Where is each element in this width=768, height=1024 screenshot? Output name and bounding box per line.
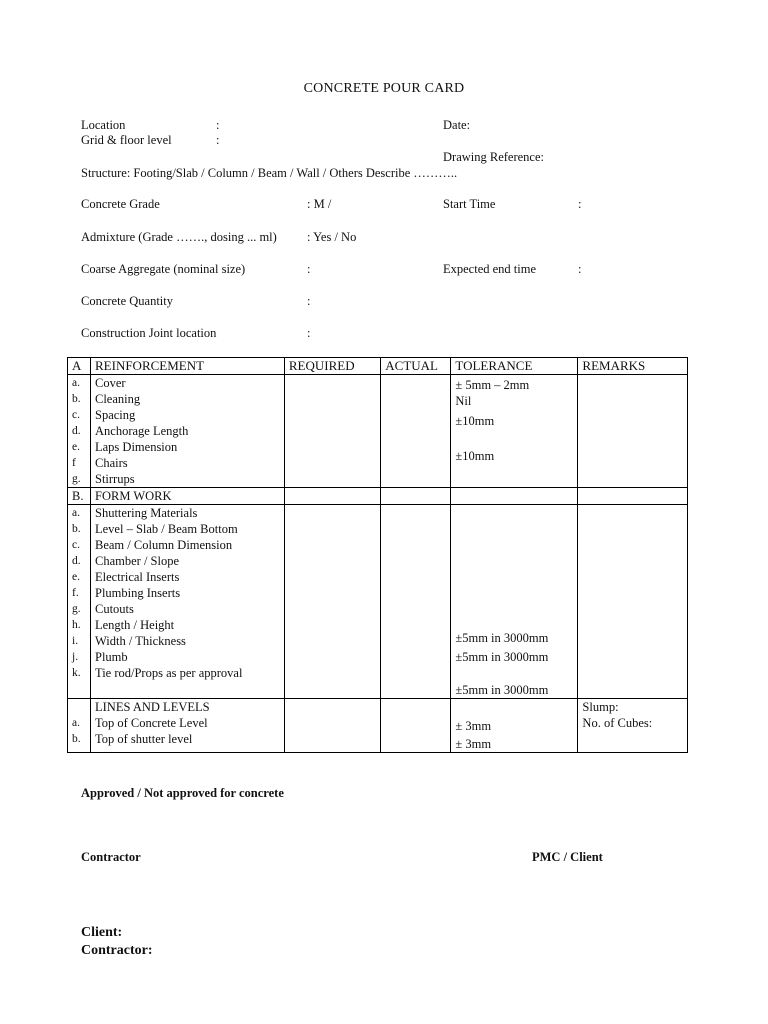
admixture-label: Admixture (Grade ……., dosing ... ml)	[81, 230, 277, 244]
lines-letters	[68, 699, 91, 753]
client-sign-label: Client:	[81, 925, 123, 940]
tolerance-value: Nil	[455, 394, 472, 408]
list-letter: d.	[72, 425, 81, 437]
lines-remarks	[578, 699, 688, 753]
structure-line: Structure: Footing/Slab / Column / Beam / Wall / Others Describe ………..	[81, 166, 458, 180]
list-letter: k.	[72, 667, 81, 679]
concrete-quantity-label: Concrete Quantity	[81, 294, 173, 308]
list-item: Top of shutter level	[95, 732, 193, 746]
list-item: Spacing	[95, 408, 136, 422]
admixture-value: : Yes / No	[307, 230, 357, 244]
formwork-items	[91, 505, 285, 699]
construction-joint-label: Construction Joint location	[81, 326, 217, 340]
list-item: Width / Thickness	[95, 634, 186, 648]
list-letter: h.	[72, 619, 81, 631]
list-item: Length / Height	[95, 618, 175, 632]
list-letter: b.	[72, 523, 81, 535]
reinforcement-letters	[68, 375, 91, 488]
formwork-section-label: FORM WORK	[91, 488, 285, 505]
lines-levels-row	[68, 699, 688, 753]
list-item: Tie rod/Props as per approval	[95, 666, 243, 680]
concrete-grade-label: Concrete Grade	[81, 197, 160, 211]
header-reinforcement: REINFORCEMENT	[91, 358, 285, 375]
list-letter: g.	[72, 603, 81, 615]
list-letter: b.	[72, 393, 81, 405]
formwork-header-remarks-cell[interactable]	[578, 488, 688, 505]
lines-items	[91, 699, 285, 753]
list-letter: d.	[72, 555, 81, 567]
grid-floor-label: Grid & floor level	[81, 133, 172, 147]
formwork-actual-cell[interactable]	[381, 505, 451, 699]
list-item: Cutouts	[95, 602, 134, 616]
inspection-table	[67, 357, 688, 753]
list-letter: e.	[72, 571, 80, 583]
tolerance-value: ±10mm	[455, 449, 495, 463]
lines-required-cell[interactable]	[284, 699, 380, 753]
concrete-quantity-colon: :	[307, 294, 311, 308]
list-item: Laps Dimension	[95, 440, 178, 454]
formwork-required-cell[interactable]	[284, 505, 380, 699]
start-time-colon: :	[578, 197, 582, 211]
formwork-tolerance	[451, 505, 578, 699]
formwork-row	[68, 505, 688, 699]
tolerance-value: ±5mm in 3000mm	[455, 683, 549, 697]
tolerance-value: ± 5mm – 2mm	[455, 378, 530, 392]
list-letter: a.	[72, 377, 80, 389]
list-item: Top of Concrete Level	[95, 716, 208, 730]
tolerance-value: ±5mm in 3000mm	[455, 650, 549, 664]
list-letter: c.	[72, 539, 80, 551]
list-letter: g.	[72, 473, 81, 485]
list-letter: j.	[72, 651, 79, 663]
reinforcement-tolerance	[451, 375, 578, 488]
coarse-aggregate-colon: :	[307, 262, 311, 276]
list-item: Cleaning	[95, 392, 141, 406]
formwork-remarks-cell[interactable]	[578, 505, 688, 699]
reinforcement-actual-cell[interactable]	[381, 375, 451, 488]
list-item: Chairs	[95, 456, 128, 470]
reinforcement-remarks-cell[interactable]	[578, 375, 688, 488]
list-item: Anchorage Length	[95, 424, 189, 438]
slump-label: Slump:	[582, 700, 619, 714]
formwork-header-required-cell[interactable]	[284, 488, 380, 505]
list-item: Level – Slab / Beam Bottom	[95, 522, 238, 536]
coarse-aggregate-label: Coarse Aggregate (nominal size)	[81, 262, 246, 276]
approval-statement: Approved / Not approved for concrete	[81, 786, 284, 800]
list-item: Electrical Inserts	[95, 570, 180, 584]
header-actual: ACTUAL	[381, 358, 451, 375]
list-item: Plumb	[95, 650, 128, 664]
tolerance-value: ± 3mm	[455, 737, 492, 751]
date-label: Date:	[443, 118, 471, 132]
list-item: Cover	[95, 376, 126, 390]
reinforcement-row	[68, 375, 688, 488]
lines-tolerance	[451, 699, 578, 753]
table-header-row	[68, 358, 688, 375]
list-letter: c.	[72, 409, 80, 421]
list-letter: f.	[72, 587, 79, 599]
lines-actual-cell[interactable]	[381, 699, 451, 753]
grid-floor-colon: :	[216, 133, 220, 147]
start-time-label: Start Time	[443, 197, 496, 211]
formwork-header-actual-cell[interactable]	[381, 488, 451, 505]
tolerance-value: ±5mm in 3000mm	[455, 631, 549, 645]
list-letter: f	[72, 457, 76, 469]
list-letter: a.	[72, 507, 80, 519]
lines-levels-label: LINES AND LEVELS	[95, 700, 210, 714]
concrete-grade-value: : M /	[307, 197, 332, 211]
list-letter: e.	[72, 441, 80, 453]
location-label: Location	[81, 118, 126, 132]
formwork-letters	[68, 505, 91, 699]
header-tolerance: TOLERANCE	[451, 358, 578, 375]
list-item: Shuttering Materials	[95, 506, 198, 520]
pmc-client-signature-label: PMC / Client	[532, 850, 603, 864]
list-letter: i.	[72, 635, 79, 647]
location-colon: :	[216, 118, 220, 132]
formwork-header-tolerance-cell	[451, 488, 578, 505]
list-item: Stirrups	[95, 472, 135, 486]
drawing-reference-label: Drawing Reference:	[443, 150, 544, 164]
expected-end-time-colon: :	[578, 262, 582, 276]
document-title: CONCRETE POUR CARD	[303, 81, 465, 96]
reinforcement-required-cell[interactable]	[284, 375, 380, 488]
contractor-signature-label: Contractor	[81, 850, 141, 864]
contractor-sign-label: Contractor:	[81, 943, 153, 958]
list-item: Chamber / Slope	[95, 554, 180, 568]
reinforcement-items	[91, 375, 285, 488]
header-remarks: REMARKS	[578, 358, 688, 375]
list-item: Plumbing Inserts	[95, 586, 181, 600]
header-required: REQUIRED	[284, 358, 380, 375]
formwork-section-letter: B.	[68, 488, 91, 505]
cubes-label: No. of Cubes:	[582, 716, 653, 730]
tolerance-value: ±10mm	[455, 414, 495, 428]
construction-joint-colon: :	[307, 326, 311, 340]
expected-end-time-label: Expected end time	[443, 262, 537, 276]
list-letter: b.	[72, 733, 81, 745]
header-section-a: A	[68, 358, 91, 375]
list-letter: a.	[72, 717, 80, 729]
list-item: Beam / Column Dimension	[95, 538, 233, 552]
formwork-header-row	[68, 488, 688, 505]
tolerance-value: ± 3mm	[455, 719, 492, 733]
